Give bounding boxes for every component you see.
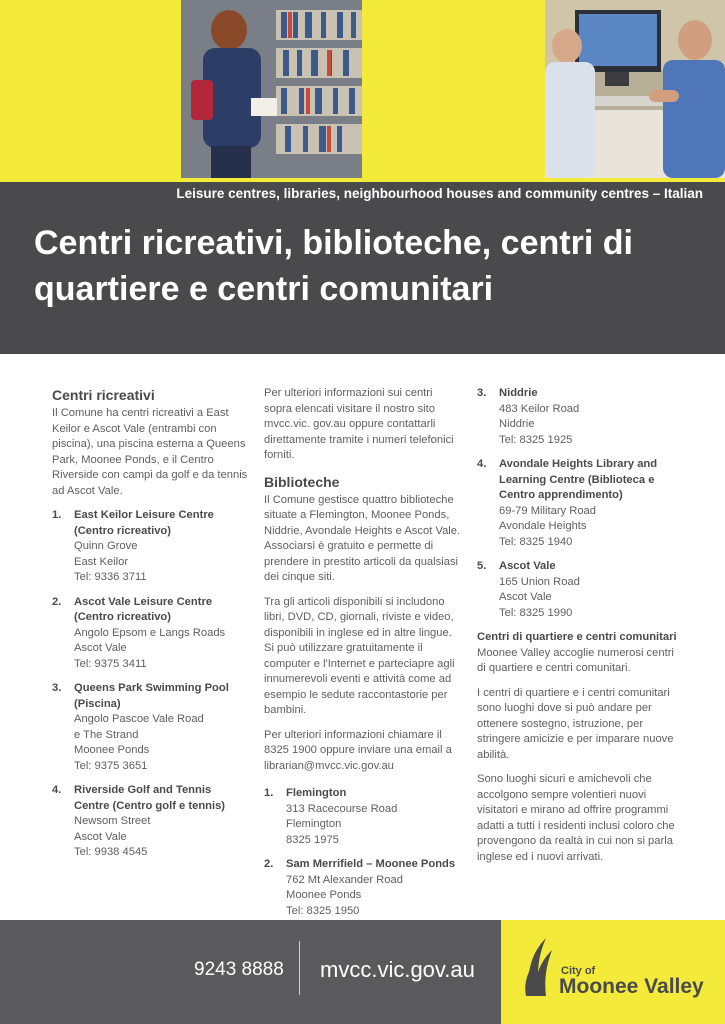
item-name: Riverside Golf and Tennis Centre (Centro golf e tennis) <box>74 784 226 812</box>
item-number: 1. <box>264 787 274 799</box>
computer-photo <box>545 0 725 178</box>
item-name: East Keilor Leisure Centre (Centro ricreativo) <box>74 509 214 537</box>
item-detail-line: Tel: 8325 1940 <box>499 535 573 548</box>
list-item <box>52 681 248 774</box>
section-heading-community: Centri di quartiere e centri comunitari <box>477 631 677 643</box>
item-name: Niddrie <box>499 387 538 399</box>
item-detail-line: Tel: 8325 1925 <box>499 433 573 446</box>
libraries-paragraph-3: Per ulteriori informazioni chiamare il 8325 1900 oppure inviare una email a librarian@mvcc.vic.gov.au <box>264 728 452 772</box>
item-detail-line: e The Strand <box>74 728 139 741</box>
community-paragraph-1: Moonee Valley accoglie numerosi centri di quartiere e centri comunitari. <box>477 646 674 674</box>
list-item <box>477 559 679 621</box>
item-detail-line: 8325 1975 <box>286 833 339 846</box>
item-detail-line: Moonee Ponds <box>74 744 150 756</box>
item-detail-line: Tel: 8325 1990 <box>499 606 573 619</box>
more-info-text: Per ulteriori informazioni sui centri sopra elencati visitare il nostro sito mvcc.vic. gov.au oppure contattarli direttamente tramite i numeri telefonici forniti. <box>264 387 454 461</box>
item-detail-line: Ascot Vale <box>74 642 127 654</box>
leisure-centre-list <box>52 508 248 861</box>
section-heading-leisure: Centri ricreativi <box>52 387 155 403</box>
document-title: Centri ricreativi, biblioteche, centri di quartiere e centri comunitari <box>34 224 633 308</box>
item-number: 3. <box>477 387 487 399</box>
item-detail-line: 69-79 Military Road <box>499 504 597 517</box>
item-detail-line: East Keilor <box>74 555 129 568</box>
item-detail-line: 483 Keilor Road <box>499 402 580 415</box>
logo-moonee-valley: Moonee Valley <box>559 975 704 998</box>
community-paragraph-3: Sono luoghi sicuri e amichevoli che accolgono sempre volentieri nuovi visitatori e mirano ad offrire programmi adatti a tutti i residenti inclusi coloro che provengono da realtà in cui non si parla inglese ed i nuovi arrivati. <box>477 773 675 863</box>
footer-website[interactable]: mvcc.vic.gov.au <box>320 957 475 982</box>
footer-phone: 9243 8888 <box>194 959 284 980</box>
library-list-a <box>264 786 461 919</box>
list-item <box>264 786 461 848</box>
item-number: 3. <box>52 682 62 694</box>
item-number: 2. <box>264 858 274 870</box>
item-detail-line: 762 Mt Alexander Road <box>286 873 403 886</box>
item-name: Flemington <box>286 787 347 799</box>
libraries-paragraph-1: Il Comune gestisce quattro biblioteche situate a Flemington, Moonee Ponds, Niddrie, Avondale Heights e Ascot Vale. Associarsi è gratuito e permette di prendere in prestito articoli da qualsiasi dei cinque siti. <box>264 493 461 583</box>
item-detail-line: Niddrie <box>499 418 535 430</box>
item-detail-line: Flemington <box>286 818 342 830</box>
item-detail-line: Tel: 9375 3651 <box>74 759 148 772</box>
column-community-centres <box>477 386 679 874</box>
item-detail-line: Tel: 9336 3711 <box>74 571 147 583</box>
item-name: Sam Merrifield – Moonee Ponds <box>286 858 456 870</box>
column-leisure-centres <box>52 386 248 870</box>
item-detail-line: Quinn Grove <box>74 540 138 552</box>
footer-divider <box>299 941 300 995</box>
item-number: 4. <box>477 458 487 470</box>
item-detail-line: 313 Racecourse Road <box>286 802 398 815</box>
item-name: Avondale Heights Library and Learning Centre (Biblioteca e Centro apprendimento) <box>499 458 658 501</box>
item-number: 4. <box>52 784 62 796</box>
logo-city-of: City of <box>561 965 596 977</box>
community-paragraph-2: I centri di quartiere e i centri comunitari sono luoghi dove si può andare per ottenere sostegno, istruzione, per stringere amicizie e per imparare nuove abilità. <box>477 686 674 761</box>
column-libraries <box>264 386 461 928</box>
item-number: 1. <box>52 509 62 521</box>
item-number: 5. <box>477 560 487 572</box>
item-detail-line: Angolo Epsom e Langs Roads <box>74 626 226 639</box>
item-name: Ascot Vale <box>499 560 556 572</box>
item-detail-line: Avondale Heights <box>499 520 587 532</box>
item-detail-line: 165 Union Road <box>499 575 580 588</box>
item-detail-line: Newsom Street <box>74 815 151 827</box>
leisure-intro: Il Comune ha centri ricreativi a East Keilor e Ascot Vale (entrambi con piscina), una piscina esterna a Queens Park, Moonee Ponds, e il Centro Riverside con campi da golf e da tennis ad Ascot Vale. <box>52 407 248 497</box>
document-subtitle: Leisure centres, libraries, neighbourhood houses and community centres – Italian <box>176 186 703 201</box>
section-heading-libraries: Biblioteche <box>264 473 340 490</box>
item-detail-line: Tel: 9375 3411 <box>74 657 147 670</box>
moonee-valley-logo-icon <box>524 936 554 998</box>
item-detail-line: Tel: 8325 1950 <box>286 904 360 917</box>
item-detail-line: Angolo Pascoe Vale Road <box>74 713 204 725</box>
library-photo <box>181 0 362 178</box>
library-list-b <box>477 386 679 621</box>
list-item <box>52 783 248 861</box>
list-item <box>52 508 248 586</box>
item-name: Queens Park Swimming Pool (Piscina) <box>74 682 229 710</box>
item-number: 2. <box>52 595 62 608</box>
item-detail-line: Tel: 9938 4545 <box>74 846 148 858</box>
item-detail-line: Ascot Vale <box>499 591 552 603</box>
list-item <box>52 595 248 673</box>
item-detail-line: Moonee Ponds <box>286 889 362 901</box>
list-item <box>264 857 461 919</box>
list-item <box>477 457 679 550</box>
libraries-paragraph-2: Tra gli articoli disponibili si includono libri, DVD, CD, giornali, riviste e video, disponibili in inglese ed in altre lingue. Si può utilizzare gratuitamente il computer e l'Internet e parteciapre agli innumerevoli eventi e attività come ad esempio le sedute raccontastorie per bambini. <box>264 595 455 716</box>
item-name: Ascot Vale Leisure Centre (Centro ricreativo) <box>74 595 213 623</box>
item-detail-line: Ascot Vale <box>74 830 127 843</box>
list-item <box>477 386 679 448</box>
